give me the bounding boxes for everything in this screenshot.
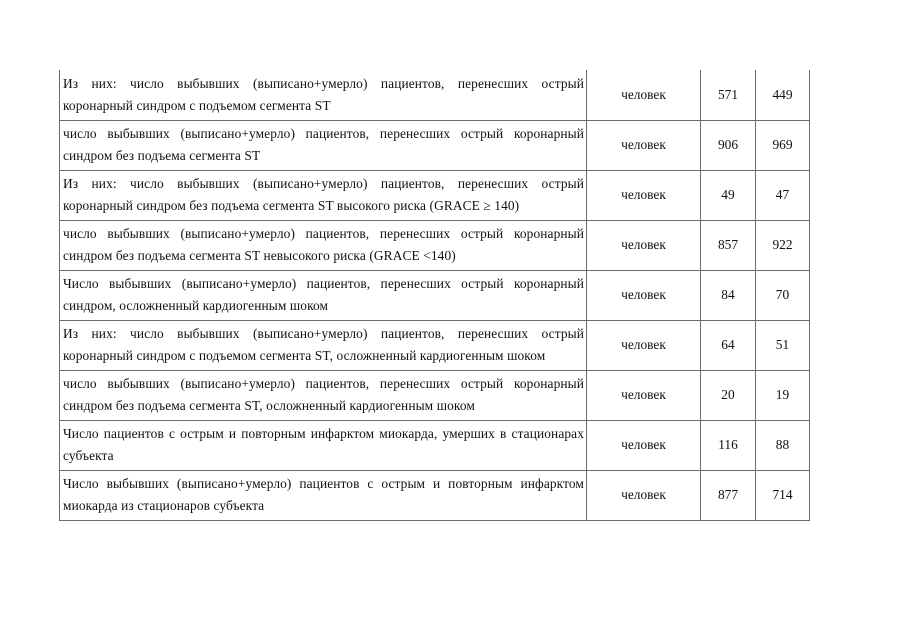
- row-value-1: 49: [701, 170, 756, 220]
- row-unit: человек: [587, 370, 701, 420]
- table-row: [60, 420, 810, 470]
- row-value-2: 19: [756, 370, 810, 420]
- table-row: [60, 270, 810, 320]
- row-value-1: 571: [701, 70, 756, 120]
- table-row: [60, 370, 810, 420]
- row-unit: человек: [587, 70, 701, 120]
- row-value-1: 906: [701, 120, 756, 170]
- row-value-1: 116: [701, 420, 756, 470]
- row-value-1: 20: [701, 370, 756, 420]
- table-row: [60, 70, 810, 120]
- row-value-2: 714: [756, 470, 810, 520]
- row-description: Из них: число выбывших (выписано+умерло) пациентов, перенесших острый коронарный синдром с подъемом сегмента ST, осложненный кардиогенным шоком: [60, 320, 587, 370]
- row-value-1: 84: [701, 270, 756, 320]
- row-description: число выбывших (выписано+умерло) пациентов, перенесших острый коронарный синдром без подъема сегмента ST: [60, 120, 587, 170]
- row-unit: человек: [587, 470, 701, 520]
- row-description: число выбывших (выписано+умерло) пациентов, перенесших острый коронарный синдром без подъема сегмента ST, осложненный кардиогенным шоком: [60, 370, 587, 420]
- row-value-2: 47: [756, 170, 810, 220]
- row-unit: человек: [587, 120, 701, 170]
- row-unit: человек: [587, 270, 701, 320]
- table-row: [60, 120, 810, 170]
- row-value-2: 51: [756, 320, 810, 370]
- table-row: [60, 320, 810, 370]
- table-row: [60, 170, 810, 220]
- row-value-1: 857: [701, 220, 756, 270]
- row-value-2: 88: [756, 420, 810, 470]
- row-value-2: 449: [756, 70, 810, 120]
- row-description: Число выбывших (выписано+умерло) пациентов с острым и повторным инфарктом миокарда из стационаров субъекта: [60, 470, 587, 520]
- table-row: [60, 470, 810, 520]
- table-row: [60, 220, 810, 270]
- row-description: Число выбывших (выписано+умерло) пациентов, перенесших острый коронарный синдром, осложненный кардиогенным шоком: [60, 270, 587, 320]
- row-description: Из них: число выбывших (выписано+умерло) пациентов, перенесших острый коронарный синдром с подъемом сегмента ST: [60, 70, 587, 120]
- row-unit: человек: [587, 420, 701, 470]
- row-description: Число пациентов с острым и повторным инфарктом миокарда, умерших в стационарах субъекта: [60, 420, 587, 470]
- row-value-2: 922: [756, 220, 810, 270]
- row-value-2: 969: [756, 120, 810, 170]
- row-unit: человек: [587, 220, 701, 270]
- statistics-table: [59, 70, 810, 521]
- row-unit: человек: [587, 170, 701, 220]
- row-value-2: 70: [756, 270, 810, 320]
- row-unit: человек: [587, 320, 701, 370]
- row-description: число выбывших (выписано+умерло) пациентов, перенесших острый коронарный синдром без подъема сегмента ST невысокого риска (GRACE <140): [60, 220, 587, 270]
- row-description: Из них: число выбывших (выписано+умерло) пациентов, перенесших острый коронарный синдром без подъема сегмента ST высокого риска (GRACE ≥ 140): [60, 170, 587, 220]
- row-value-1: 64: [701, 320, 756, 370]
- row-value-1: 877: [701, 470, 756, 520]
